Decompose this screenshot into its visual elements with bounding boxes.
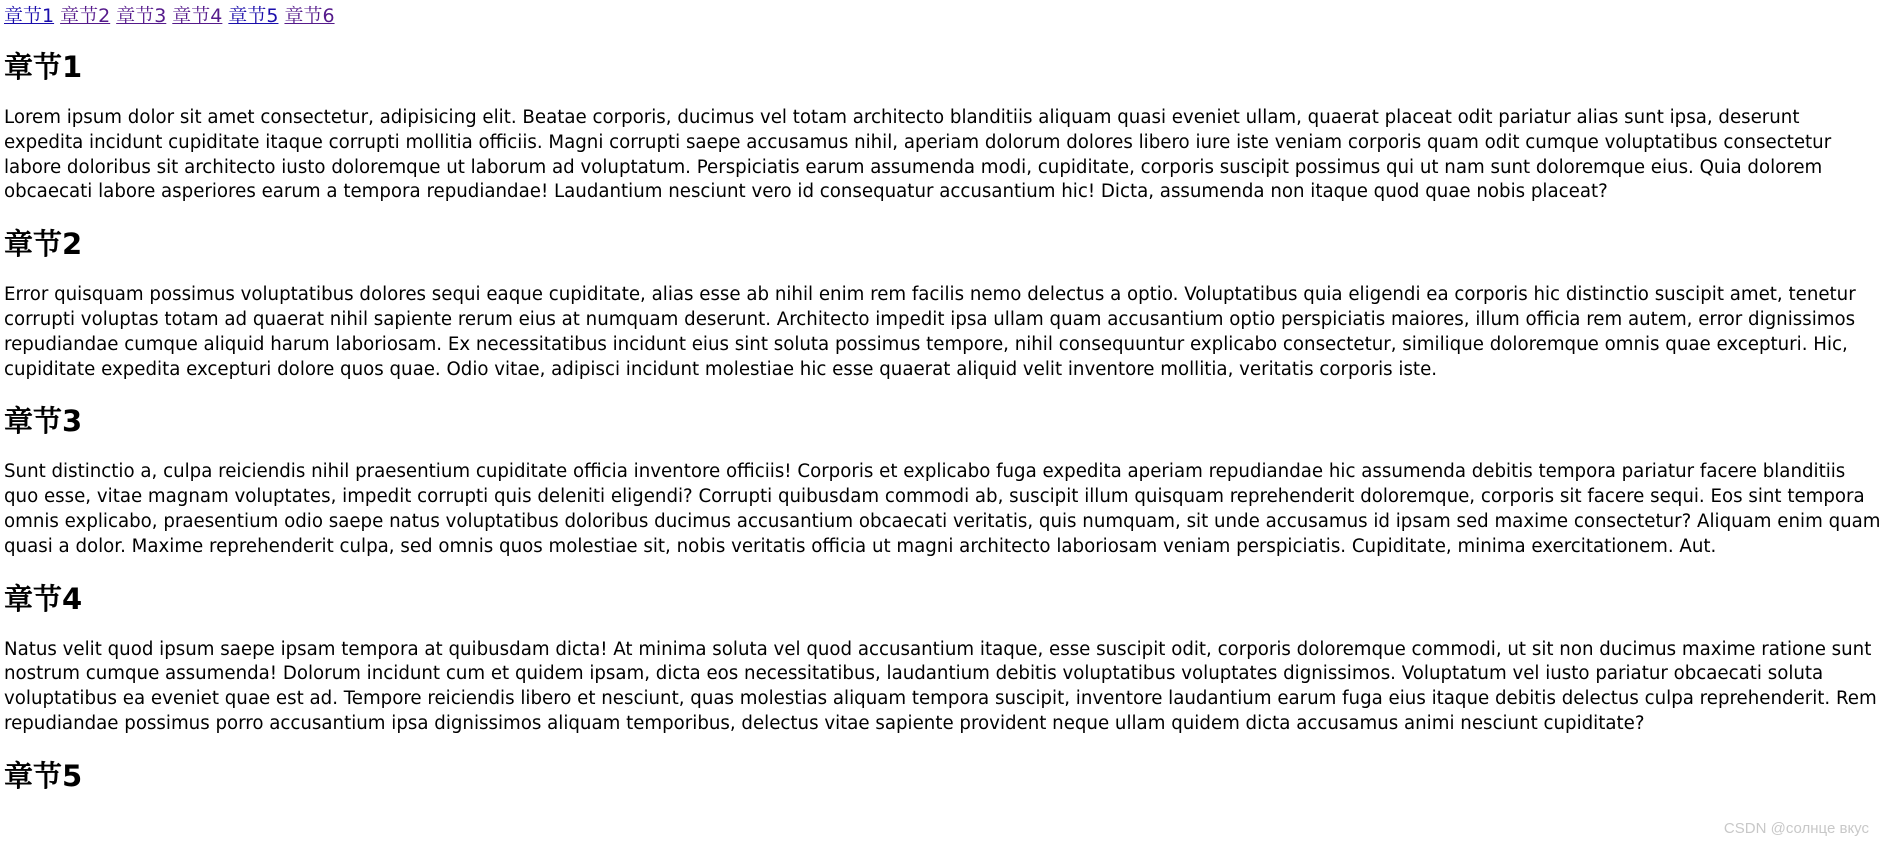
nav-link-section-4[interactable]: 章节4 (172, 5, 223, 27)
section-3 (4, 404, 1883, 559)
section-2 (4, 227, 1883, 382)
section-nav (4, 4, 1883, 28)
section-4 (4, 582, 1883, 737)
section-title: 章节5 (4, 758, 83, 793)
section-title: 章节2 (4, 227, 83, 262)
nav-link-section-5[interactable]: 章节5 (228, 5, 279, 27)
nav-link-section-2[interactable]: 章节2 (60, 5, 111, 27)
section-5 (4, 759, 1883, 793)
section-title: 章节1 (4, 50, 83, 84)
nav-link-section-1[interactable]: 章节1 (4, 5, 55, 27)
watermark: CSDN @солнце вкус (1723, 820, 1869, 837)
section-text: Error quisquam possimus voluptatibus dolores sequi eaque cupiditate, alias esse ab nihil enim rem facilis nemo delectus a optio. Voluptatibus quia eligendi ea corporis hic distinctio suscipit amet, tenetur corrupti voluptas totam ad quaerat nihil sapiente rerum eius at numquam deserunt. Architecto impedit ipsa ullam quam accusantium optio perspiciatis maiores, illum officia rem autem, error dignissimos repudiandae cumque aliquid harum laboriosam. Ex necessitatibus incidunt eius sint soluta possimus tempore, nihil consequuntur explicabo consectetur, similique doloremque omnis quae excepturi. Hic, cupiditate expedita excepturi dolore quos quae. Odio vitae, adipisci incidunt molestiae hic esse quaerat aliquid velit inventore mollitia, veritatis corporis iste. (4, 284, 1856, 380)
section-title: 章节4 (4, 581, 83, 616)
nav-link-section-6[interactable]: 章节6 (284, 5, 335, 27)
section-text: Sunt distinctio a, culpa reiciendis nihil praesentium cupiditate officia inventore officiis! Corporis et explicabo fuga expedita aperiam repudiandae hic assumenda debitis tempora pariatur facere blanditiis quo esse, vitae magnam voluptates, impedit corrupti quis deleniti eligendi? Corrupti quibusdam commodi ab, suscipit illum quisquam reprehenderit doloremque, corporis sit facere sequi. Eos sint tempora omnis explicabo, praesentium odio saepe natus voluptatibus doloribus ducimus accusantium obcaecati veritatis, quis numquam, sit unde accusamus id ipsam sed maxime consectetur? Aliquam enim quam quasi a dolor. Maxime reprehenderit culpa, sed omnis quos molestiae sit, nobis veritatis officia ut magni architecto laboriosam veniam perspiciatis. Cupiditate, minima exercitationem. Aut. (4, 461, 1881, 557)
section-1 (4, 50, 1883, 205)
nav-link-section-3[interactable]: 章节3 (116, 5, 167, 27)
section-title: 章节3 (4, 404, 83, 439)
section-text: Lorem ipsum dolor sit amet consectetur, adipisicing elit. Beatae corporis, ducimus vel totam architecto blanditiis aliquam quasi eveniet ullam, quaerat placeat odit pariatur alias sunt ipsa, deserunt expedita incidunt cupiditate itaque corrupti mollitia officiis. Magni corrupti saepe accusamus nihil, aperiam dolorum dolores libero iure iste veniam corporis quam odit cumque voluptatibus consectetur labore doloribus sit architecto iusto doloremque ut laborum ad voluptatum. Perspiciatis earum assumenda modi, cupiditate, corporis suscipit possimus qui ut nam sunt doloremque eius. Quia dolorem obcaecati labore asperiores earum a tempora repudiandae! Laudantium nesciunt vero id consequatur accusantium hic! Dicta, assumenda non itaque quod quae nobis placeat? (4, 107, 1832, 203)
section-text: Natus velit quod ipsum saepe ipsam tempora at quibusdam dicta! At minima soluta vel quod accusantium itaque, esse suscipit odit, corporis doloremque commodi, ut sit non ducimus maxime ratione sunt nostrum cumque assumenda! Dolorum incidunt cum et quidem ipsam, dicta eos necessitatibus, laudantium debitis voluptatibus voluptates dignissimos. Voluptatum vel iusto pariatur obcaecati soluta voluptatibus ea eveniet quae est ad. Tempore reiciendis libero et nesciunt, quas molestias aliquam tempora suscipit, inventore laudantium earum fuga eius itaque debitis delectus culpa reprehenderit. Rem repudiandae possimus porro accusantium ipsa dignissimos aliquam temporibus, delectus vitae sapiente provident neque ullam quidem dicta accusamus animi nesciunt cupiditate? (4, 638, 1877, 734)
